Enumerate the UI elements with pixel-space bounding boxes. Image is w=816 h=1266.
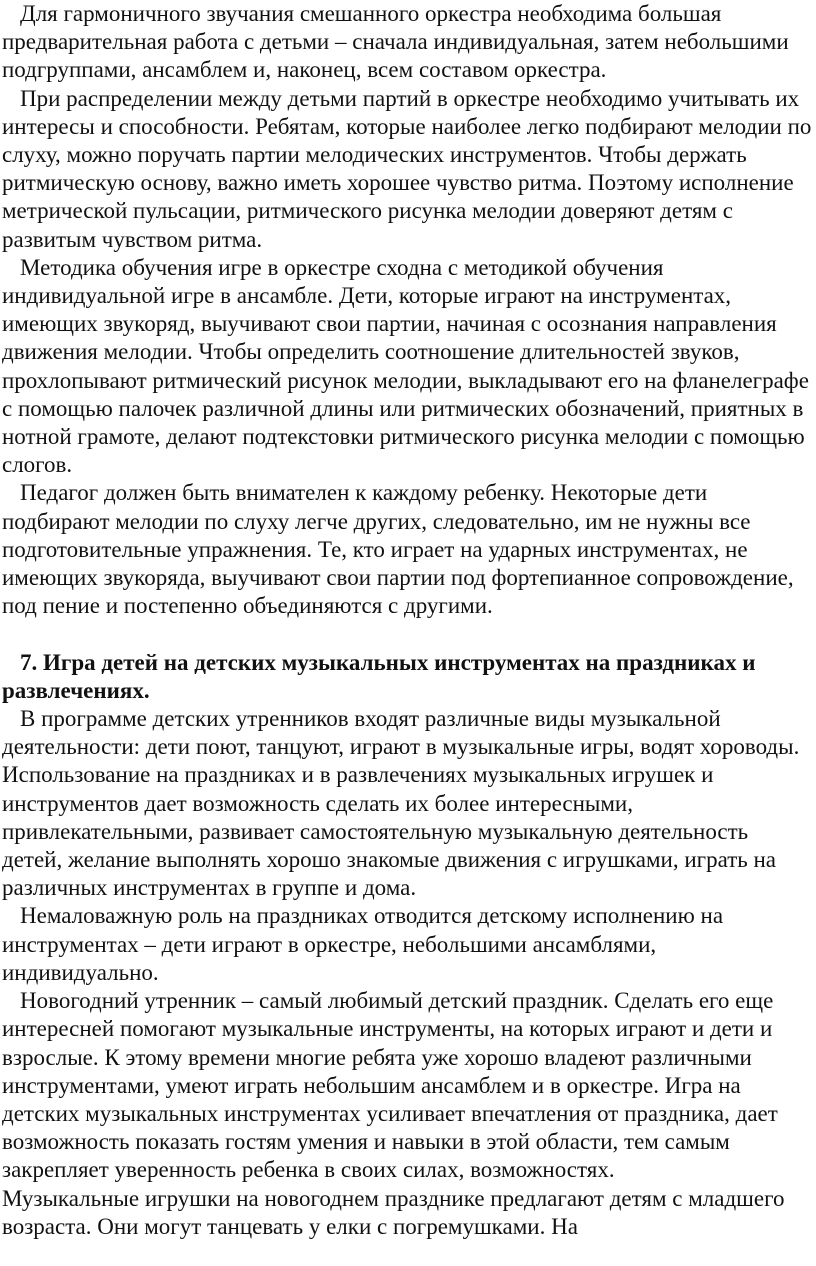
paragraph-distribution-of-parts: При распределении между детьми партий в оркестре необходимо учитывать их интересы и способности. Ребятам, которые наиболее легко подбирают мелодии по слуху, можно поручать партии мелодических инструментов. Чтобы держать ритмическую основу, важно иметь хорошее чувство ритма. Поэтому исполнение метрической пульсации, ритмического рисунка мелодии доверяют детям с развитым чувством ритма. (2, 85, 812, 252)
paragraph-performance-role: Немаловажную роль на праздниках отводится детскому исполнению на инструментах – дети играют в оркестре, небольшими ансамблями, индивидуально. (2, 903, 724, 985)
paragraph-musical-toys: Музыкальные игрушки на новогоднем празднике предлагают детям с младшего возраста. Они могут танцевать у елки с погремушками. На (2, 1185, 785, 1239)
section-heading: 7. Игра детей на детских музыкальных инструментах на праздниках и развлечениях. (2, 649, 756, 703)
paragraph-matinee-program: В программе детских утренников входят различные виды музыкальной деятельности: дети поют, танцуют, играют в музыкальные игры, водят хороводы. Использование на праздниках и в развлечениях музыкальных игрушек и инструментов дает возможность сделать их более интересными, привлекательными, развивает самостоятельную музыкальную деятельность детей, желание выполнять хорошо знакомые движения с игрушками, играть на различных инструментах в группе и дома. (2, 706, 800, 901)
section-spacer (2, 620, 814, 648)
paragraph-orchestra-preparation: Для гармоничного звучания смешанного оркестра необходима большая предварительная работа с детьми – сначала индивидуальная, затем небольшими подгруппами, ансамблем и, наконец, всем составом оркестра. (2, 1, 789, 83)
paragraph-new-year-matinee: Новогодний утренник – самый любимый детский праздник. Сделать его еще интересней помогают музыкальные инструменты, на которых играют и дети и взрослые. К этому времени многие ребята уже хорошо владеют различными инструментами, умеют играть небольшим ансамблем и в оркестре. Игра на детских музыкальных инструментах усиливает впечатления от праздника, дает возможность показать гостям умения и навыки в этой области, тем самым закрепляет уверенность ребенка в своих силах, возможностях. (2, 988, 778, 1183)
paragraph-teacher-attention: Педагог должен быть внимателен к каждому ребенку. Некоторые дети подбирают мелодии по слуху легче других, следовательно, им не нужны все подготовительные упражнения. Те, кто играет на ударных инструментах, не имеющих звукоряда, выучивают свои партии под фортепианное сопровождение, под пение и постепенно объединяются с другими. (2, 480, 794, 619)
document-page (2, 0, 814, 1241)
paragraph-teaching-method: Методика обучения игре в оркестре сходна с методикой обучения индивидуальной игре в ансамбле. Дети, которые играют на инструментах, имеющих звукоряд, выучивают свои партии, начиная с осознания направления движения мелодии. Чтобы определить соотношение длительностей звуков, прохлопывают ритмический рисунок мелодии, выкладывают его на фланелеграфе с помощью палочек различной длины или ритмических обозначений, приятных в нотной грамоте, делают подтекстовки ритмического рисунка мелодии с помощью слогов. (2, 254, 809, 478)
